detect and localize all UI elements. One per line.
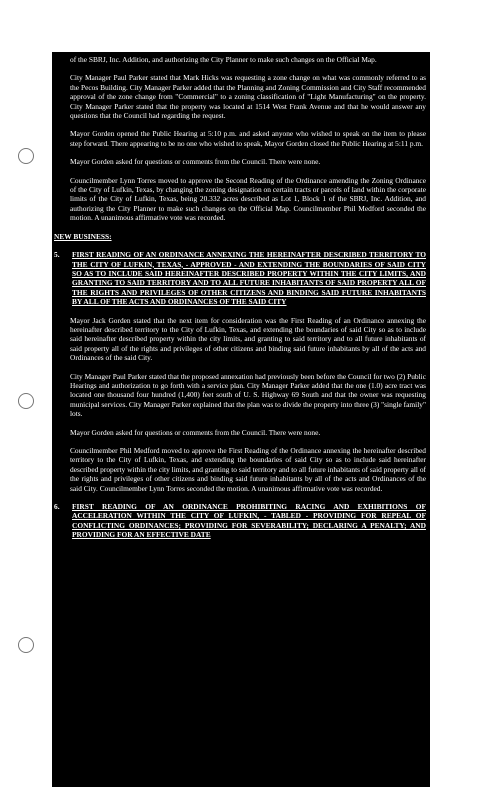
item-title: FIRST READING OF AN ORDINANCE PROHIBITING RACING AND EXHIBITIONS OF ACCELERATION WITHIN THE CITY OF LUFKIN, - TABLED - PROVIDING FOR REPEAL OF CONFLICTING ORDINANCES; PROVIDING FOR SEVERABILITY; DECLARING A PENALTY; AND PROVIDING FOR AN EFFECTIVE DATE — [72, 502, 426, 540]
paragraph: City Manager Paul Parker stated that Mark Hicks was requesting a zone change on what was commonly referred to as the Pecos Building. City Manager Parker added that the Planning and Zoning Commission and City Staff recommended approval of the zone change from "Commercial" to a zoning classification of "Light Manufacturing" on the property. City Manager Parker stated that the property was located at 1514 West Frank Avenue and that he would answer any questions that the Council had regarding the request. — [70, 73, 426, 121]
paragraph: Mayor Jack Gorden stated that the next item for consideration was the First Reading of an Ordinance annexing the hereinafter described territory to the City of Lufkin, Texas, and extending the boundaries of said City so as to include said hereinafter described property within the city limits, and granting to said territory and to all future inhabitants of said property all of the rights and privileges of other citizens and binding said future inhabitants by all of the acts and Ordinances of the said City. — [70, 315, 426, 363]
paragraph: Mayor Gorden opened the Public Hearing at 5:10 p.m. and asked anyone who wished to speak on the item to please step forward. There appearing to be no one who wished to speak, Mayor Gorden closed the Public Hearing at 5:11 p.m. — [70, 129, 426, 148]
agenda-item-6 — [52, 502, 430, 540]
punch-hole — [18, 393, 34, 409]
item-title: FIRST READING OF AN ORDINANCE ANNEXING THE HEREINAFTER DESCRIBED TERRITORY TO THE CITY OF LUFKIN, TEXAS, - APPROVED - AND EXTENDING THE BOUNDARIES OF SAID CITY SO AS TO INCLUDE SAID HEREINAFTER DESCRIBED PROPERTY WITHIN THE CITY LIMITS, AND GRANTING TO SAID TERRITORY AND TO ALL FUTURE INHABITANTS OF SAID PROPERTY ALL OF THE RIGHTS AND PRIVILEGES OF OTHER CITIZENS AND BINDING SAID FUTURE INHABITANTS BY ALL OF THE ACTS AND ORDINANCES OF THE SAID CITY — [72, 250, 426, 307]
punch-hole — [18, 637, 34, 653]
paragraph: Councilmember Phil Medford moved to approve the First Reading of the Ordinance annexing the hereinafter described territory to the City of Lufkin, Texas, and extending the boundaries of said City so as to include said hereinafter described property within the city limits, and granting to said territory and to all future inhabitants of said property all of the rights and privileges of other citizens and binding said future inhabitants by all of the acts and Ordinances of the said City. Councilmember Lynn Torres seconded the motion. A unanimous affirmative vote was recorded. — [70, 446, 426, 493]
paragraph: Councilmember Lynn Torres moved to approve the Second Reading of the Ordinance amending the Zoning Ordinance of the City of Lufkin, Texas, by changing the zoning designation on certain tracts or parcels of land within the corporate limits of the City of Lufkin, Texas, being 20.332 acres described as Lot 1, Block 1 of the SBRJ, Inc. Addition, and authorizing the City Planner to make such changes on the Official Map. Councilmember Phil Medford seconded the motion. A unanimous affirmative vote was recorded. — [70, 175, 426, 223]
agenda-item-5 — [52, 250, 430, 306]
new-business-heading: NEW BUSINESS: — [54, 231, 112, 241]
paragraph: City Manager Paul Parker stated that the proposed annexation had previously been before the Council for two (2) Public Hearings and authorization to go forth with a service plan. City Manager Parker added that the one (1.0) acre tract was located one thousand four hundred (1,400) feet south of U. S. Highway 69 South and that the owner was requesting municipal services. City Manager Parker explained that the plan was to divide the property into three (3) "single family" lots. — [70, 371, 426, 419]
punch-hole — [18, 148, 34, 164]
item-number: 5. — [54, 250, 60, 260]
paragraph: Mayor Gorden asked for questions or comments from the Council. There were none. — [70, 157, 321, 167]
document-page — [52, 52, 430, 787]
item-number: 6. — [54, 502, 60, 512]
paragraph: Mayor Gorden asked for questions or comments from the Council. There were none. — [70, 427, 321, 437]
paragraph: of the SBRJ, Inc. Addition, and authorizing the City Planner to make such changes on the Official Map. — [70, 55, 377, 64]
